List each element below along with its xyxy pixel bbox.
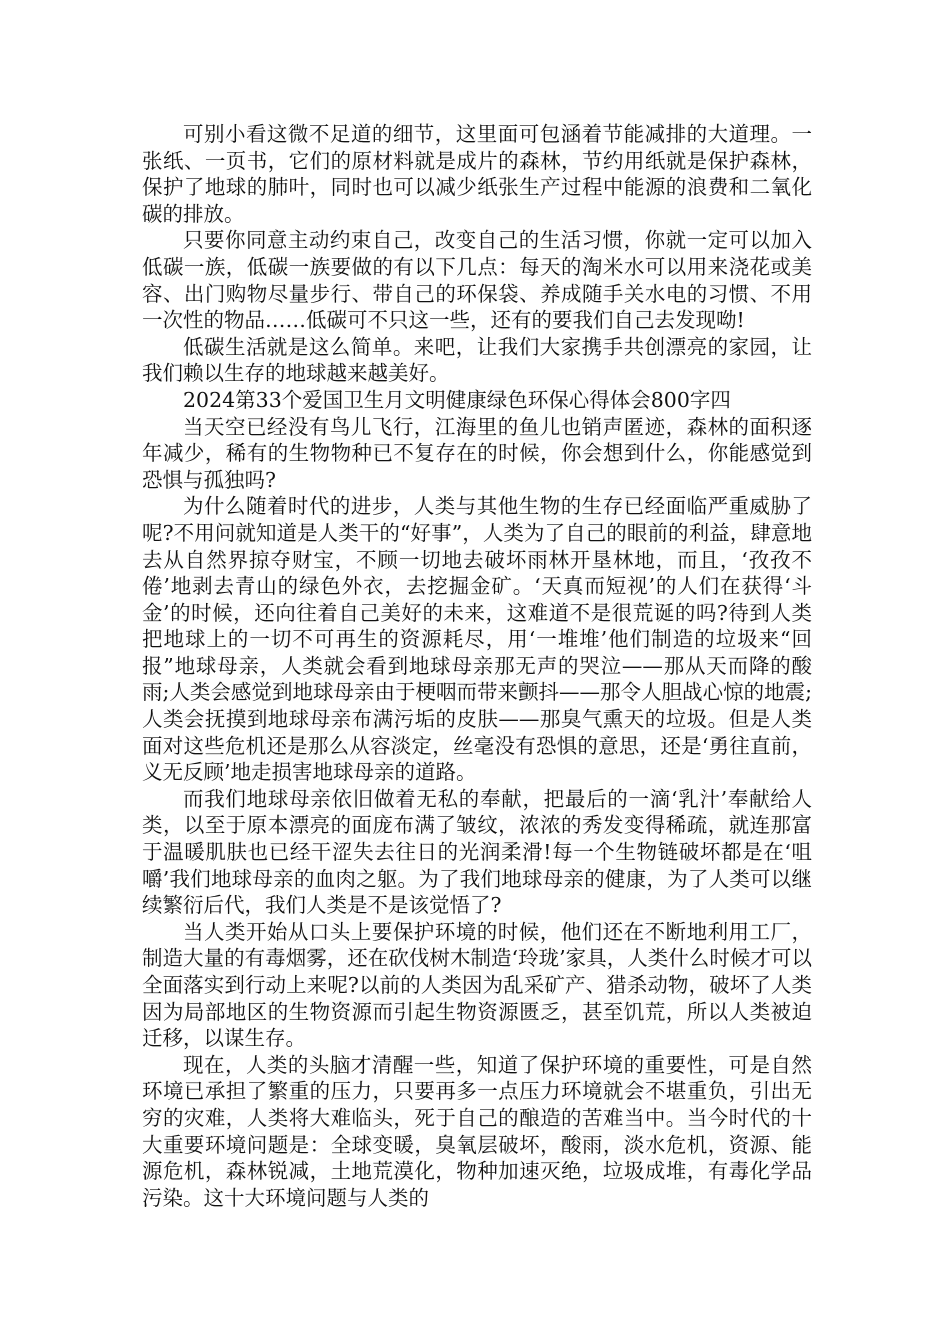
section-heading: 2024第33个爱国卫生月文明健康绿色环保心得体会800字四: [183, 387, 731, 412]
paragraph-2: 只要你同意主动约束自己，改变自己的生活习惯，你就一定可以加入低碳一族，低碳一族要做的有以下几点：每天的淘米水可以用来浇花或美容、出门购物尽量步行、带自己的环保袋、养成随手关水电的习惯、不用一次性的物品……低碳可不只这一些，还有的要我们自己去发现呦!: [142, 228, 812, 333]
paragraph-8: 现在，人类的头脑才清醒一些，知道了保护环境的重要性，可是自然环境已承担了繁重的压力，只要再多一点压力环境就会不堪重负，引出无穷的灾难，人类将大难临头，死于自己的酿造的苦难当中。当今时代的十大重要环境问题是：全球变暖，臭氧层破坏，酸雨，淡水危机，资源、能源危机，森林锐减，土地荒漠化，物种加速灭绝，垃圾成堆，有毒化学品污染。这十大环境问题与人类的: [142, 1052, 812, 1210]
document-body: [142, 121, 812, 1211]
paragraph-7: 当人类开始从口头上要保护环境的时候，他们还在不断地利用工厂，制造大量的有毒烟雾，还在砍伐树木制造‘玲珑’家具，人类什么时候才可以全面落实到行动上来呢?以前的人类因为乱采矿产、猎杀动物，破坏了人类因为局部地区的生物资源而引起生物资源匮乏，甚至饥荒，所以人类被迫迁移，以谋生存。: [142, 919, 812, 1051]
paragraph-1: 可别小看这微不足道的细节，这里面可包涵着节能减排的大道理。一张纸、一页书，它们的原材料就是成片的森林，节约用纸就是保护森林，保护了地球的肺叶，同时也可以减少纸张生产过程中能源的浪费和二氧化碳的排放。: [142, 122, 812, 226]
paragraph-4: 当天空已经没有鸟儿飞行，江海里的鱼儿也销声匿迹，森林的面积逐年减少，稀有的生物物种已不复存在的时候，你会想到什么，你能感觉到恐惧与孤独吗?: [142, 414, 812, 492]
paragraph-3: 低碳生活就是这么简单。来吧，让我们大家携手共创漂亮的家园，让我们赖以生存的地球越来越美好。: [142, 334, 812, 386]
paragraph-5: 为什么随着时代的进步，人类与其他生物的生存已经面临严重威胁了呢?不用问就知道是人类干的“好事”，人类为了自己的眼前的利益，肆意地去从自然界掠夺财宝，不顾一切地去破坏雨林开垦林地，而且，‘孜孜不倦’地剥去青山的绿色外衣，去挖掘金矿。‘天真而短视’的人们在获得‘斗金’的时候，还向往着自己美好的未来，这难道不是很荒诞的吗?待到人类把地球上的一切不可再生的资源耗尽，用‘一堆堆’他们制造的垃圾来“回报”地球母亲，人类就会看到地球母亲那无声的哭泣——那从天而降的酸雨;人类会感觉到地球母亲由于梗咽而带来颤抖——那令人胆战心惊的地震;人类会抚摸到地球母亲布满污垢的皮肤——那臭气熏天的垃圾。但是人类面对这些危机还是那么从容淡定，丝毫没有恐惧的意思，还是‘勇往直前，义无反顾’地走损害地球母亲的道路。: [142, 494, 812, 785]
paragraph-6: 而我们地球母亲依旧做着无私的奉献，把最后的一滴‘乳汁’奉献给人类，以至于原本漂亮的面庞布满了皱纹，浓浓的秀发变得稀疏，就连那富于温暖肌肤也已经干涩失去往日的光润柔滑!每一个生物链破坏都是在‘咀嚼’我们地球母亲的血肉之躯。为了我们地球母亲的健康，为了人类可以继续繁衍后代，我们人类是不是该觉悟了?: [142, 786, 812, 918]
